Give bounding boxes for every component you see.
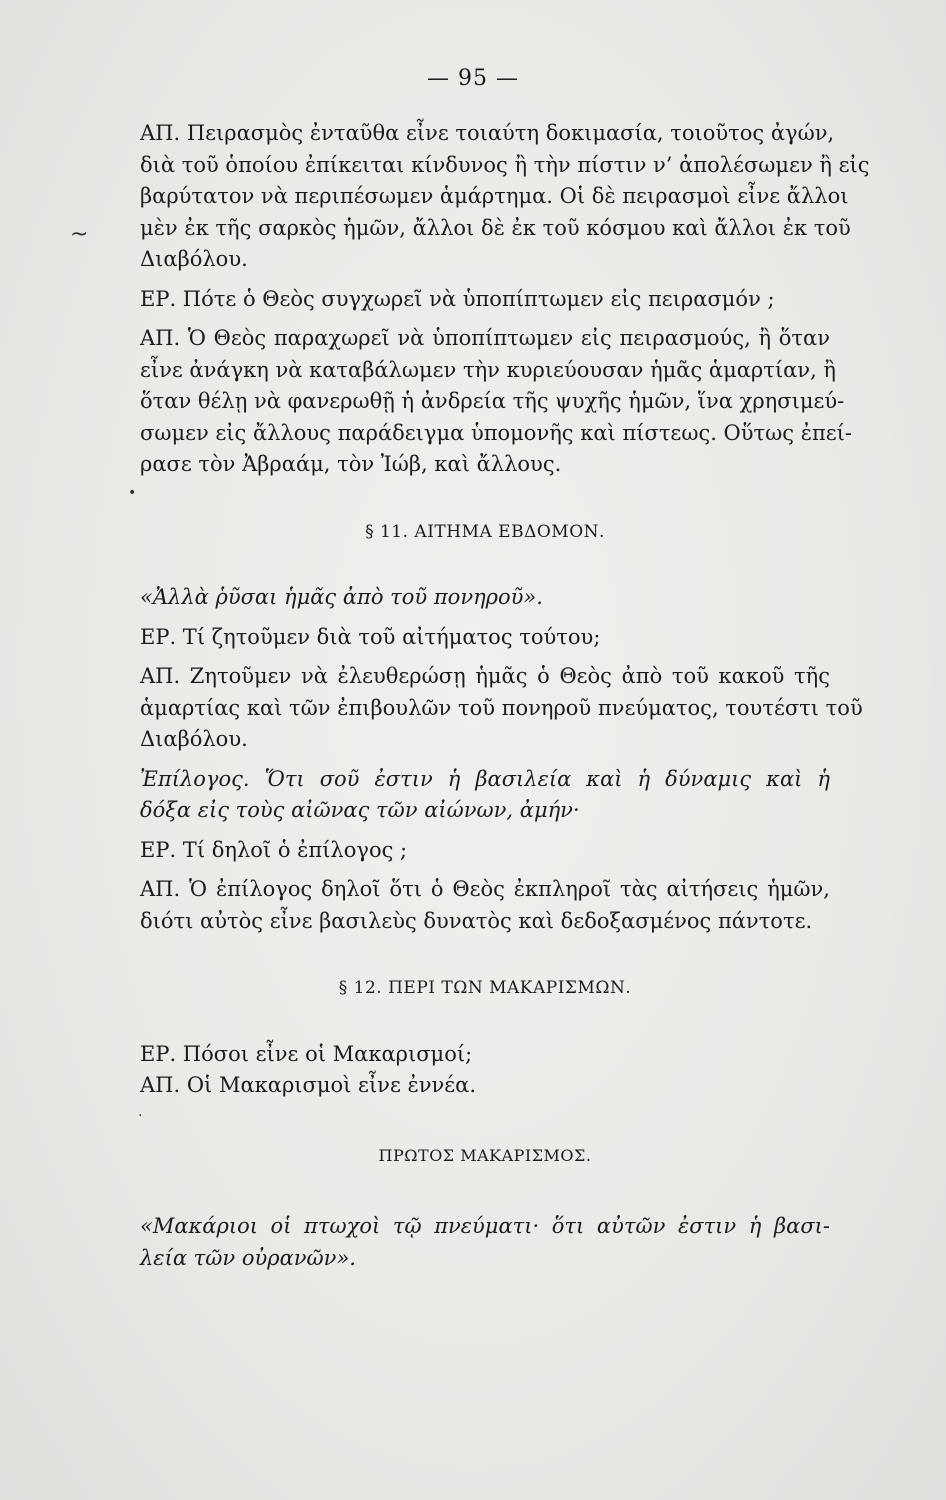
- text-line: σωμεν εἰς ἄλλους παράδειγμα ὑπομονῆς καὶ πίστεως. Οὕτως ἐπεί-: [140, 420, 852, 445]
- quotation-1: [140, 582, 830, 614]
- text-line: ΑΠ. Ὁ Θεὸς παραχωρεῖ νὰ ὑποπίπτωμεν εἰς πειρασμούς, ἢ ὅταν: [140, 326, 830, 350]
- section-heading-11: § 11. ΑΙΤΗΜΑ ΕΒΔΟΜΟΝ.: [365, 521, 605, 542]
- text-line: ΕΡ. Τί δηλοῖ ὁ ἐπίλογος ;: [140, 837, 408, 862]
- text-line: ρασε τὸν Ἀβραάμ, τὸν Ἰώβ, καὶ ἄλλους.: [140, 452, 562, 476]
- text-line: διότι αὐτὸς εἶνε βασιλεὺς δυνατὸς καὶ δεδοξασμένος πάντοτε.: [140, 908, 813, 933]
- page-number: — 95 —: [427, 66, 519, 91]
- answer-paragraph-1: [140, 118, 870, 276]
- section-heading-12: § 12. ΠΕΡΙ ΤΩΝ ΜΑΚΑΡΙΣΜΩΝ.: [338, 978, 632, 998]
- text-line: ΑΠ. Οἱ Μακαρισμοὶ εἶνε ἐννέα.: [140, 1073, 477, 1097]
- question-paragraph-2: [140, 622, 830, 654]
- text-line: ἁμαρτίας καὶ τῶν ἐπιβουλῶν τοῦ πονηροῦ πνεύματος, τουτέστι τοῦ: [140, 695, 863, 720]
- subsection-heading: ΠΡΩΤΟΣ ΜΑΚΑΡΙΣΜΟΣ.: [378, 1145, 592, 1165]
- text-line: ΑΠ. Πειρασμὸς ἐνταῦθα εἶνε τοιαύτη δοκιμασία, τοιοῦτος ἀγών,: [140, 121, 835, 145]
- text-line: λεία τῶν οὐρανῶν».: [140, 1245, 356, 1270]
- answer-paragraph-4: [140, 874, 830, 937]
- text-line: διὰ τοῦ ὁποίου ἐπίκειται κίνδυνος ἢ τὴν πίστιν ν’ ἀπολέσωμεν ἢ εἰς: [140, 152, 870, 177]
- text-line: ΑΠ. Ὁ ἐπίλογος δηλοῖ ὅτι ὁ Θεὸς ἐκπληροῖ τὰς αἰτήσεις ἡμῶν,: [140, 877, 830, 901]
- quotation-2: [140, 1211, 830, 1274]
- answer-paragraph-5: [140, 1070, 830, 1102]
- margin-dot-mark: •: [128, 485, 137, 501]
- text-line: μὲν ἐκ τῆς σαρκὸς ἡμῶν, ἄλλοι δὲ ἐκ τοῦ κόσμου καὶ ἄλλοι ἐκ τοῦ: [140, 215, 851, 240]
- epilogue-paragraph: [140, 764, 830, 827]
- text-line: Διαβόλου.: [140, 727, 248, 751]
- question-paragraph-1: [140, 284, 830, 316]
- text-line: εἶνε ἀνάγκη νὰ καταβάλωμεν τὴν κυριεύουσαν ἡμᾶς ἁμαρτίαν, ἢ: [140, 357, 837, 382]
- text-line: «Ἀλλὰ ῥῦσαι ἡμᾶς ἀπὸ τοῦ πονηροῦ».: [140, 585, 543, 609]
- page-body: [140, 118, 870, 1274]
- text-line: δόξα εἰς τοὺς αἰῶνας τῶν αἰώνων, ἀμήν·: [140, 798, 580, 822]
- text-line: «Μακάριοι οἱ πτωχοὶ τῷ πνεύματι· ὅτι αὐτῶν ἐστιν ἡ βασι-: [140, 1214, 830, 1238]
- text-line: βαρύτατον νὰ περιπέσωμεν ἁμάρτημα. Οἱ δὲ πειρασμοὶ εἶνε ἄλλοι: [140, 184, 849, 208]
- answer-paragraph-3: [140, 661, 863, 756]
- text-line: Διαβόλου.: [140, 247, 248, 271]
- answer-paragraph-2: [140, 323, 852, 481]
- margin-comma-mark: .: [138, 1104, 143, 1120]
- text-line: ΕΡ. Τί ζητοῦμεν διὰ τοῦ αἰτήματος τούτου;: [140, 624, 601, 649]
- text-line: ΑΠ. Ζητοῦμεν νὰ ἐλευθερώσῃ ἡμᾶς ὁ Θεὸς ἀπὸ τοῦ κακοῦ τῆς: [140, 664, 830, 688]
- text-line: ΕΡ. Πότε ὁ Θεὸς συγχωρεῖ νὰ ὑποπίπτωμεν εἰς πειρασμόν ;: [140, 286, 775, 311]
- text-line: ΕΡ. Πόσοι εἶνε οἱ Μακαρισμοί;: [140, 1041, 473, 1066]
- text-line: ὅταν θέλῃ νὰ φανερωθῇ ἡ ἀνδρεία τῆς ψυχῆς ἡμῶν, ἵνα χρησιμεύ-: [140, 389, 845, 413]
- margin-dash-mark: ~: [70, 222, 89, 247]
- text-line: Ἐπίλογος. Ὅτι σοῦ ἐστιν ἡ βασιλεία καὶ ἡ δύναμις καὶ ἡ: [140, 766, 830, 791]
- question-paragraph-3: [140, 835, 830, 867]
- question-paragraph-4: [140, 1039, 830, 1071]
